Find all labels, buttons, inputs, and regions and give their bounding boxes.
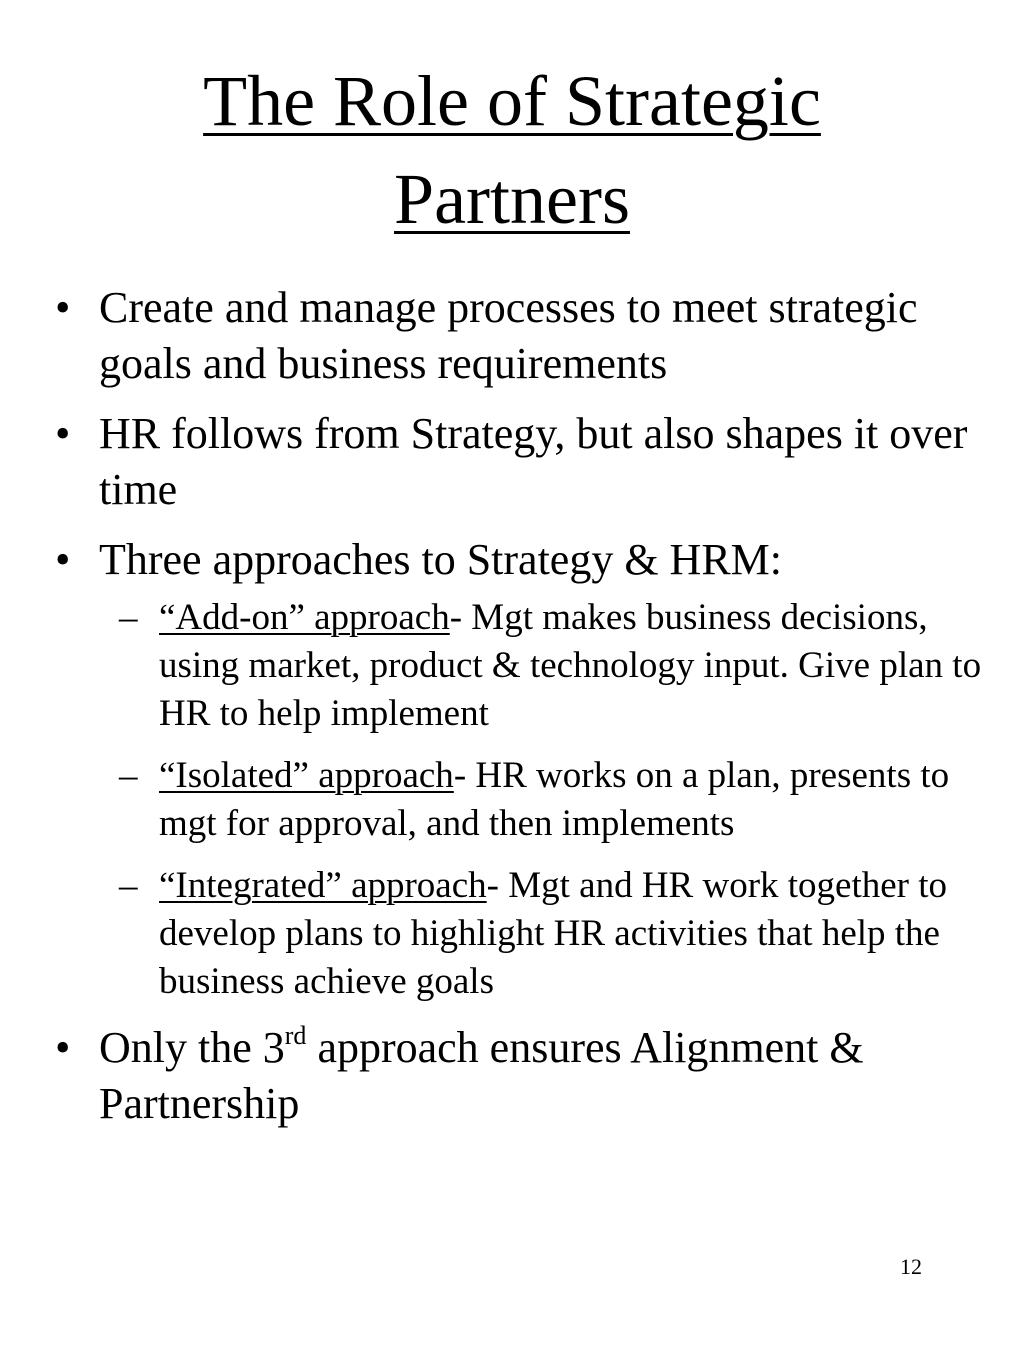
bullet-item-third-approach	[0, 1020, 1024, 1132]
approach-term: “Integrated” approach	[159, 865, 487, 906]
bullet-text: Create and manage processes to meet strategic goals and business requirements	[99, 283, 918, 388]
sub-bullet-integrated	[0, 862, 1024, 1006]
bullet-mark: •	[55, 283, 71, 332]
bullet-text: Three approaches to Strategy & HRM:	[99, 535, 783, 584]
approach-term: “Isolated” approach	[159, 755, 454, 796]
bullet-item-hr-follows-strategy	[0, 406, 1024, 518]
slide-title-line-2: Partners	[394, 159, 630, 239]
bullet-text-after: approach ensures Alignment & Partnership	[99, 1023, 864, 1128]
bullet-item-three-approaches	[0, 532, 1024, 588]
dash-mark: –	[119, 597, 138, 638]
approach-description: - Mgt makes business decisions, using market, product & technology input. Give plan to HR to help implement	[159, 597, 982, 734]
bullet-mark: •	[55, 409, 71, 458]
slide-title	[0, 52, 1024, 248]
slide-title-line-1: The Role of Strategic	[203, 61, 821, 141]
ordinal-superscript: rd	[284, 1021, 307, 1051]
bullet-item-processes	[0, 280, 1024, 392]
bullet-list	[0, 280, 1024, 1146]
sub-bullet-add-on	[0, 594, 1024, 738]
sub-bullet-isolated	[0, 752, 1024, 848]
dash-mark: –	[119, 865, 138, 906]
bullet-text-before: Only the 3	[99, 1023, 285, 1072]
bullet-text: HR follows from Strategy, but also shapes it over time	[99, 409, 968, 514]
page-number: 12	[900, 1254, 922, 1279]
bullet-mark: •	[55, 1023, 71, 1072]
dash-mark: –	[119, 755, 138, 796]
approach-term: “Add-on” approach	[159, 597, 450, 638]
approach-description: - HR works on a plan, presents to mgt for approval, and then implements	[159, 755, 950, 844]
approach-description: - Mgt and HR work together to develop plans to highlight HR activities that help the business achieve goals	[159, 865, 948, 1002]
sub-bullet-list	[0, 594, 1024, 1006]
bullet-mark: •	[55, 535, 71, 584]
